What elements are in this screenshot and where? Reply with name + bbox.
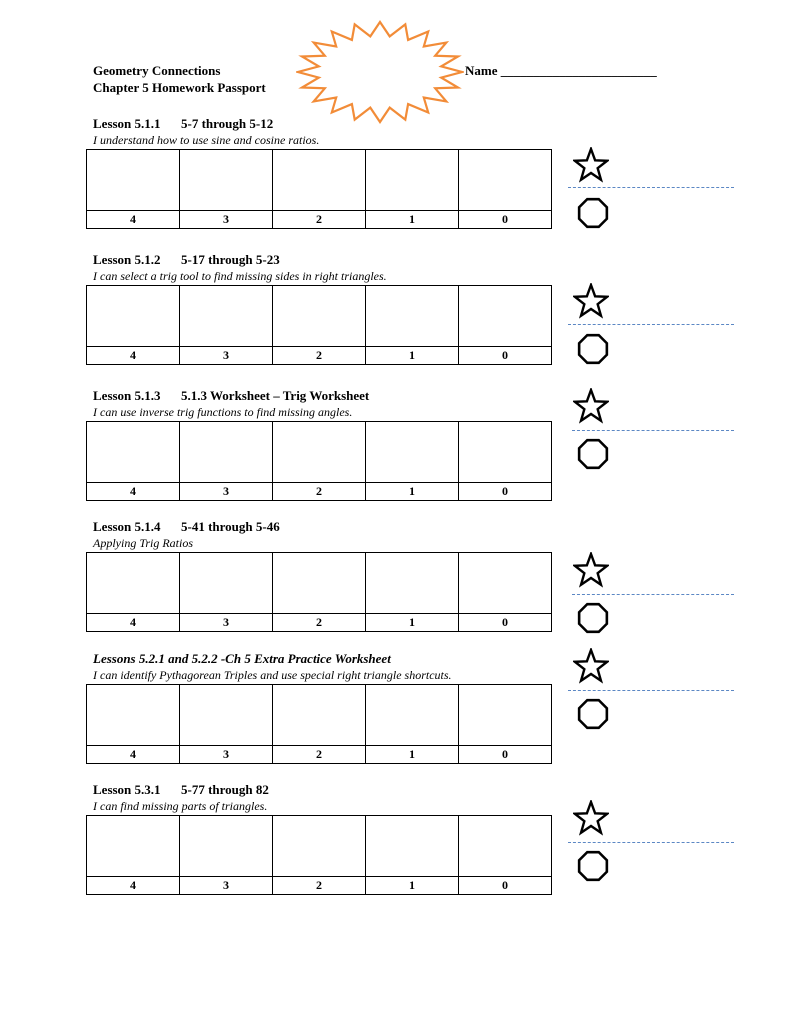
lesson-heading [93, 651, 391, 667]
dashed-divider [568, 842, 734, 843]
dashed-divider [568, 324, 734, 325]
learning-goal: I understand how to use sine and cosine ratios. [93, 133, 320, 147]
lesson-problems: 5-7 through 5-12 [181, 116, 274, 131]
score-box[interactable] [180, 553, 273, 614]
score-box[interactable] [366, 422, 459, 483]
score-label: 1 [366, 347, 459, 365]
star-icon [573, 648, 609, 684]
score-label: 2 [273, 746, 366, 764]
score-box[interactable] [273, 150, 366, 211]
score-box[interactable] [87, 816, 180, 877]
starburst-icon [296, 20, 464, 124]
score-label: 4 [87, 746, 180, 764]
lesson-section [0, 782, 791, 912]
score-label: 2 [273, 483, 366, 501]
score-label: 0 [459, 347, 552, 365]
score-label: 3 [180, 211, 273, 229]
lesson-problems: 5-17 through 5-23 [181, 252, 280, 267]
learning-goal: I can find missing parts of triangles. [93, 799, 268, 813]
score-box[interactable] [366, 286, 459, 347]
lesson-section [0, 651, 791, 781]
score-label: 3 [180, 746, 273, 764]
lesson-problems: 5-41 through 5-46 [181, 519, 280, 534]
dashed-divider [572, 430, 734, 431]
score-box[interactable] [87, 685, 180, 746]
score-grid [86, 149, 552, 229]
score-box[interactable] [273, 816, 366, 877]
score-label: 3 [180, 483, 273, 501]
lesson-number: Lesson 5.1.1 [93, 116, 161, 131]
star-icon [573, 800, 609, 836]
score-label: 1 [366, 211, 459, 229]
score-label: 1 [366, 877, 459, 895]
score-box[interactable] [180, 422, 273, 483]
lesson-number: Lesson 5.3.1 [93, 782, 161, 797]
lesson-heading [93, 388, 369, 404]
score-box[interactable] [87, 553, 180, 614]
octagon-icon [576, 849, 610, 883]
learning-goal: I can use inverse trig functions to find missing angles. [93, 405, 353, 419]
score-box[interactable] [366, 816, 459, 877]
score-grid [86, 815, 552, 895]
score-label: 4 [87, 877, 180, 895]
score-label: 0 [459, 614, 552, 632]
lesson-heading [93, 252, 280, 268]
score-grid [86, 684, 552, 764]
score-grid [86, 552, 552, 632]
score-box[interactable] [459, 422, 552, 483]
octagon-icon [576, 196, 610, 230]
lesson-problems: 5.1.3 Worksheet – Trig Worksheet [181, 388, 370, 403]
score-label: 4 [87, 483, 180, 501]
passport-title: Chapter 5 Homework Passport [93, 80, 266, 95]
star-icon [573, 147, 609, 183]
octagon-icon [576, 697, 610, 731]
star-icon [573, 283, 609, 319]
score-grid [86, 421, 552, 501]
score-box[interactable] [273, 422, 366, 483]
lesson-heading [93, 116, 273, 132]
course-title: Geometry Connections [93, 63, 221, 78]
score-box[interactable] [87, 422, 180, 483]
score-label: 3 [180, 614, 273, 632]
score-label: 3 [180, 877, 273, 895]
lesson-number: Lesson 5.1.4 [93, 519, 161, 534]
lesson-number: Lessons 5.2.1 and 5.2.2 -Ch 5 Extra Practice Worksheet [93, 651, 391, 666]
dashed-divider [568, 690, 734, 691]
score-box[interactable] [180, 816, 273, 877]
octagon-icon [576, 601, 610, 635]
dashed-divider [568, 187, 734, 188]
lesson-section [0, 388, 791, 518]
score-label: 4 [87, 347, 180, 365]
lesson-problems: 5-77 through 82 [181, 782, 269, 797]
learning-goal: I can identify Pythagorean Triples and use special right triangle shortcuts. [93, 668, 452, 682]
score-label: 1 [366, 614, 459, 632]
score-label: 2 [273, 347, 366, 365]
lesson-heading [93, 782, 269, 798]
score-box[interactable] [366, 685, 459, 746]
score-label: 3 [180, 347, 273, 365]
score-grid [86, 285, 552, 365]
lesson-section [0, 116, 791, 246]
lesson-section [0, 252, 791, 382]
octagon-icon [576, 332, 610, 366]
name-field-label: Name ________________________ [465, 63, 657, 78]
score-box[interactable] [459, 685, 552, 746]
lesson-heading [93, 519, 280, 535]
score-label: 1 [366, 483, 459, 501]
score-box[interactable] [459, 816, 552, 877]
lesson-section [0, 519, 791, 649]
star-icon [573, 552, 609, 588]
score-box[interactable] [273, 685, 366, 746]
score-label: 0 [459, 746, 552, 764]
score-box[interactable] [273, 286, 366, 347]
score-box[interactable] [459, 286, 552, 347]
score-box[interactable] [366, 150, 459, 211]
lesson-number: Lesson 5.1.2 [93, 252, 161, 267]
learning-goal: I can select a trig tool to find missing sides in right triangles. [93, 269, 387, 283]
score-label: 2 [273, 211, 366, 229]
score-box[interactable] [87, 150, 180, 211]
score-box[interactable] [459, 553, 552, 614]
dashed-divider [572, 594, 734, 595]
octagon-icon [576, 437, 610, 471]
score-label: 2 [273, 614, 366, 632]
star-icon [573, 388, 609, 424]
learning-goal: Applying Trig Ratios [93, 536, 194, 550]
score-label: 2 [273, 877, 366, 895]
score-box[interactable] [180, 286, 273, 347]
score-box[interactable] [273, 553, 366, 614]
score-box[interactable] [459, 150, 552, 211]
score-label: 0 [459, 877, 552, 895]
score-label: 0 [459, 211, 552, 229]
score-box[interactable] [366, 553, 459, 614]
score-label: 4 [87, 614, 180, 632]
score-label: 4 [87, 211, 180, 229]
score-label: 0 [459, 483, 552, 501]
score-box[interactable] [180, 150, 273, 211]
score-label: 1 [366, 746, 459, 764]
score-box[interactable] [180, 685, 273, 746]
score-box[interactable] [87, 286, 180, 347]
lesson-number: Lesson 5.1.3 [93, 388, 161, 403]
